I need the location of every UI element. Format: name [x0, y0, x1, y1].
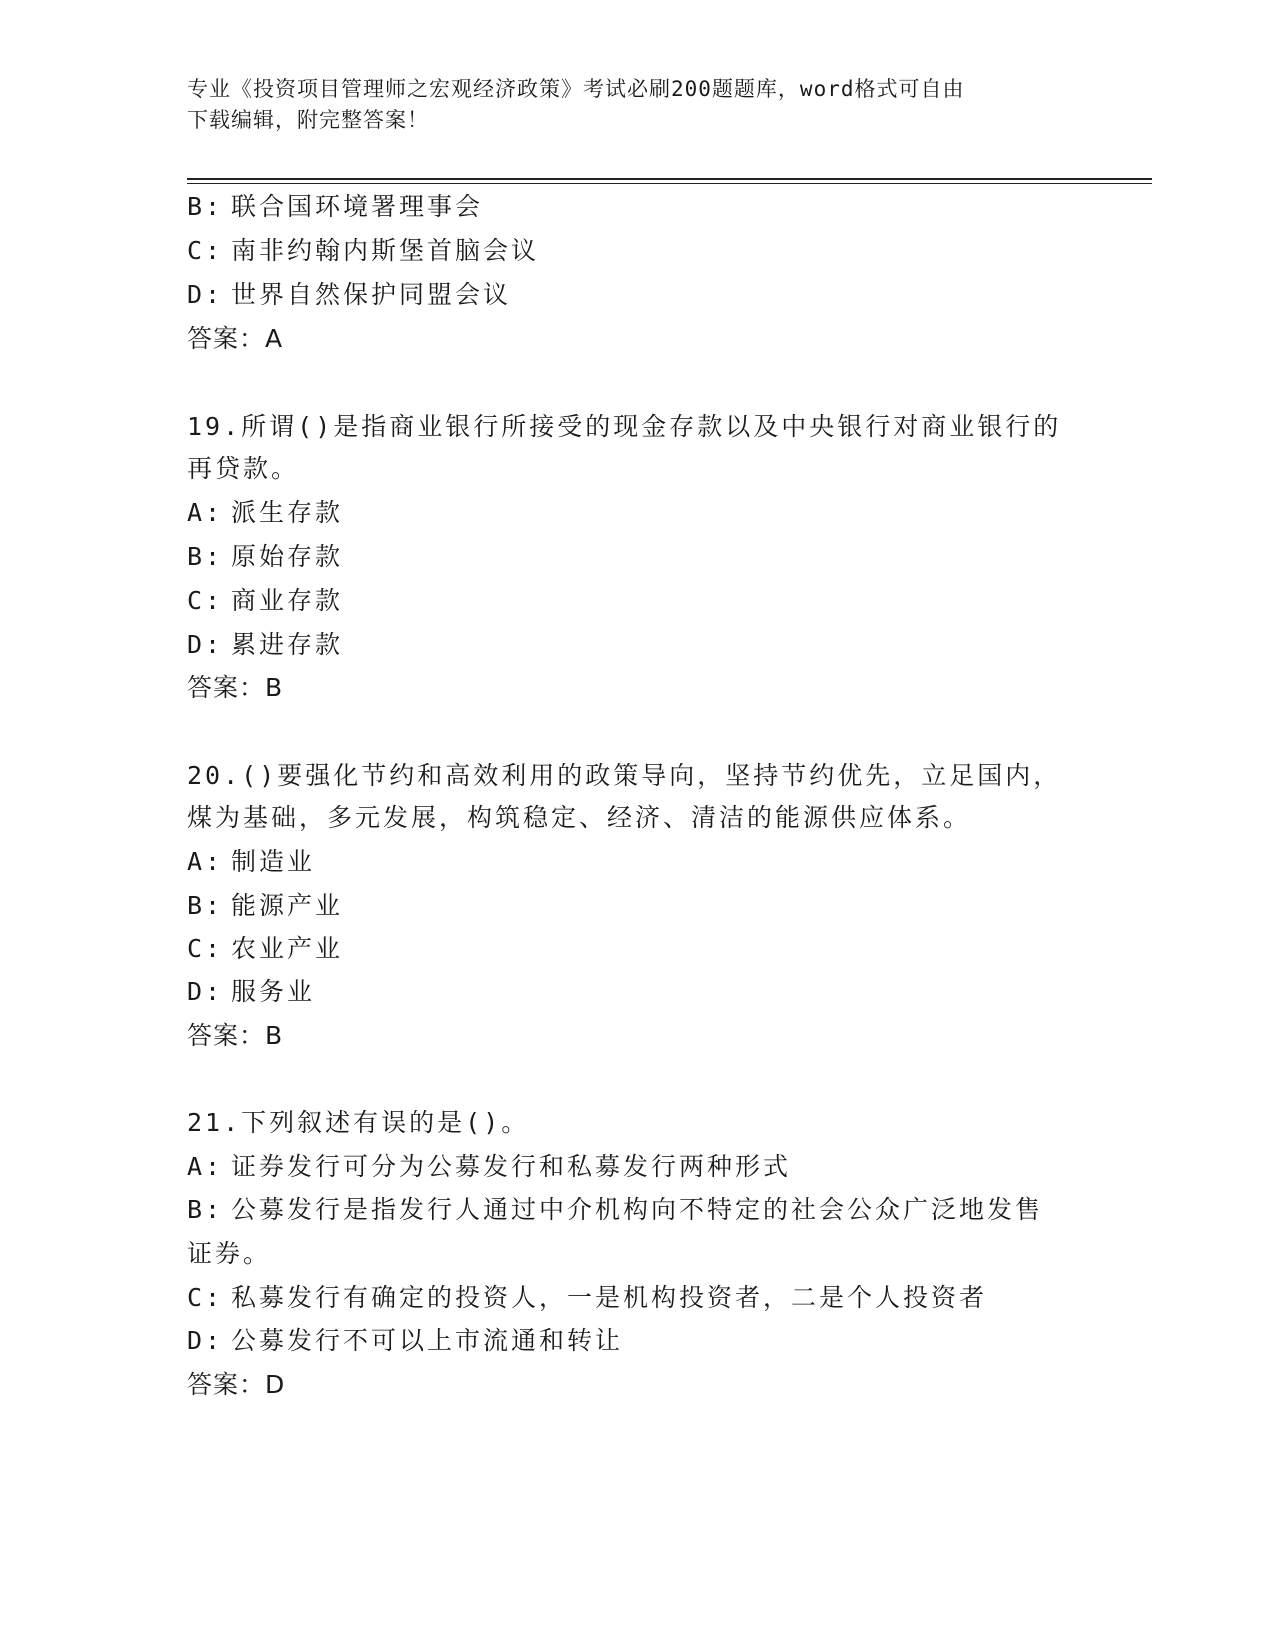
q19-option-a: A: 派生存款 [187, 498, 344, 527]
q21-option-a: A: 证券发行可分为公募发行和私募发行两种形式 [187, 1152, 792, 1181]
q20-stem-line-1: 20.()要强化节约和高效利用的政策导向，坚持节约优先，立足国内， [187, 761, 1062, 790]
q20-option-b: B: 能源产业 [187, 891, 344, 920]
q19-answer: 答案：B [187, 673, 284, 702]
q20-option-a: A: 制造业 [187, 847, 316, 876]
q20-option-d: D: 服务业 [187, 977, 316, 1006]
q20-option-c: C: 农业产业 [187, 934, 344, 963]
q21-answer: 答案：D [187, 1370, 286, 1399]
q21-stem-line-1: 21.下列叙述有误的是()。 [187, 1108, 530, 1137]
q18-option-b: B: 联合国环境署理事会 [187, 192, 484, 221]
document-header [187, 74, 1067, 136]
q18-option-d: D: 世界自然保护同盟会议 [187, 280, 512, 309]
header-line-2: 下载编辑，附完整答案！ [187, 108, 429, 132]
q21-option-c: C: 私募发行有确定的投资人，一是机构投资者，二是个人投资者 [187, 1283, 988, 1312]
q19-option-c: C: 商业存款 [187, 586, 344, 615]
q20-answer: 答案：B [187, 1021, 284, 1050]
q18-answer: 答案：A [187, 324, 284, 353]
q19-option-d: D: 累进存款 [187, 630, 344, 659]
q21-option-b-continuation: 证券。 [187, 1239, 272, 1268]
header-line-1: 专业《投资项目管理师之宏观经济政策》考试必刷200题题库，word格式可自由 [187, 77, 965, 101]
header-divider-thick [187, 178, 1152, 180]
header-divider-thin [187, 183, 1152, 184]
q19-stem-line-2: 再贷款。 [187, 454, 300, 483]
q21-option-b: B: 公募发行是指发行人通过中介机构向不特定的社会公众广泛地发售 [187, 1195, 1044, 1224]
q19-option-b: B: 原始存款 [187, 542, 344, 571]
q18-option-c: C: 南非约翰内斯堡首脑会议 [187, 236, 540, 265]
q19-stem-line-1: 19.所谓()是指商业银行所接受的现金存款以及中央银行对商业银行的 [187, 412, 1062, 441]
q21-option-d: D: 公募发行不可以上市流通和转让 [187, 1326, 624, 1355]
q20-stem-line-2: 煤为基础，多元发展，构筑稳定、经济、清洁的能源供应体系。 [187, 803, 972, 832]
